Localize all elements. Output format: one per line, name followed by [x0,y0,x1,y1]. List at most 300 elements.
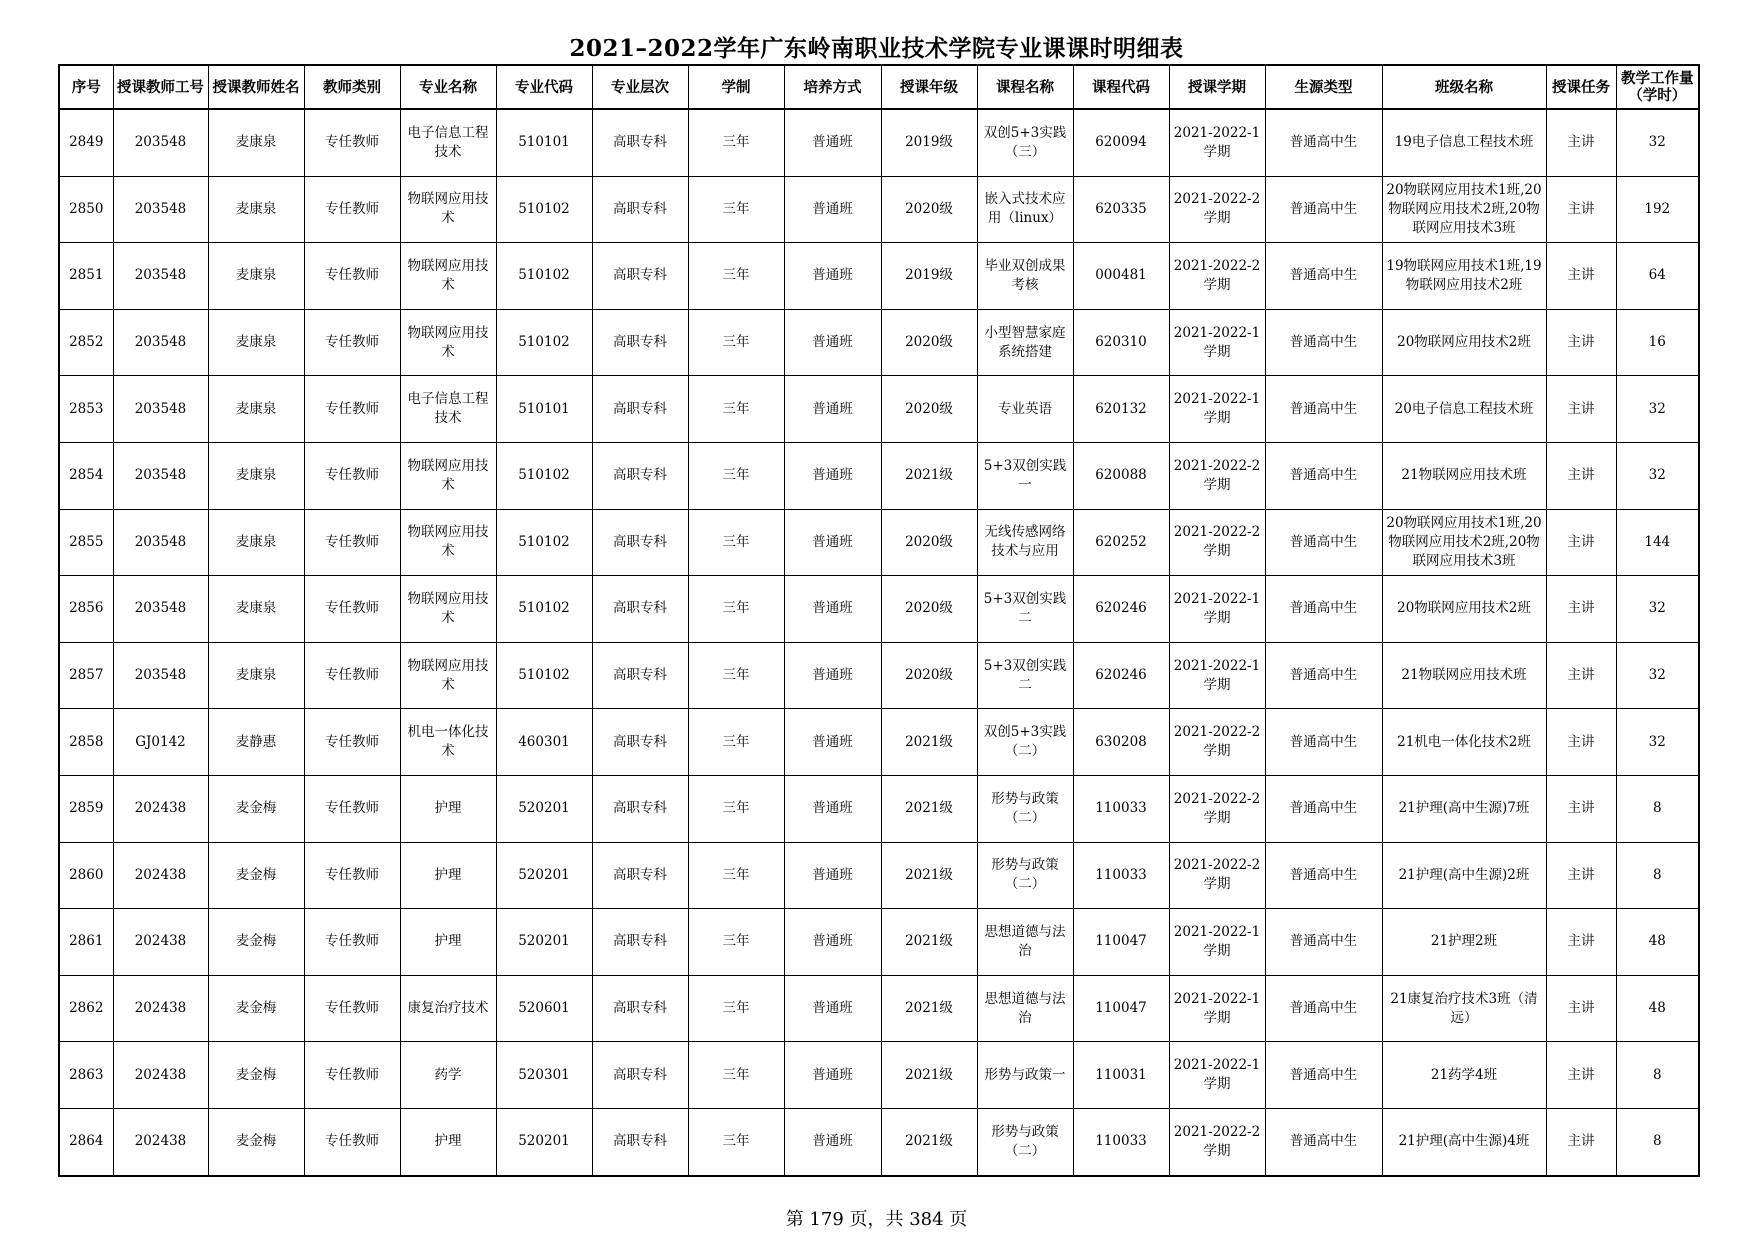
cell-text: 32 [1648,467,1666,484]
cell-text: 2021-2022-1学期 [1173,590,1261,626]
task-cell [1546,775,1616,842]
semester-cell [1169,709,1265,776]
cell-text: 510102 [518,267,570,284]
cell-text: 主讲 [1567,600,1595,617]
level-cell [592,376,688,443]
table-row [59,842,1699,909]
cell-text: 2850 [69,200,104,217]
col-header-workload: 教学工作量（学时） [1616,65,1699,109]
cell-text: 三年 [722,667,750,684]
cell-text: 2863 [69,1066,104,1083]
col-header-major-name: 专业名称 [400,65,496,109]
cell-text: 2021-2022-2学期 [1173,790,1261,826]
cell-text: 202438 [134,1066,187,1083]
cell-text: 三年 [722,334,750,351]
cell-text: 普通班 [812,866,853,883]
training-mode-cell [784,1108,881,1175]
class-name-cell [1382,842,1546,909]
cell-text: 麦康泉 [235,267,277,284]
major-code-cell [496,576,592,643]
semester-cell [1169,975,1265,1042]
training-mode-cell [784,309,881,376]
cell-text: 2021-2022-2学期 [1173,457,1261,493]
cell-text: 麦静惠 [235,733,277,750]
cell-text: 2021-2022-2学期 [1173,1123,1261,1159]
seq-cell [59,775,113,842]
cell-text: 专任教师 [325,800,379,817]
task-cell [1546,1108,1616,1175]
course-code-cell [1073,309,1169,376]
teacher-name-cell [208,309,304,376]
cell-text: 192 [1644,200,1671,217]
cell-text: 麦康泉 [235,467,277,484]
teacher-name-cell [208,1042,304,1109]
course-code-cell [1073,1042,1169,1109]
cell-text: 2853 [69,400,104,417]
cell-text: 5+3双创实践二 [983,657,1067,693]
major-code-cell [496,509,592,576]
cell-text: 110033 [1095,1133,1147,1150]
cell-text: 高职专科 [613,1000,667,1017]
task-cell [1546,709,1616,776]
major-name-cell [400,642,496,709]
major-name-cell [400,1108,496,1175]
course-code-cell [1073,1108,1169,1175]
cell-text: 三年 [722,533,750,550]
cell-text: 520201 [518,800,570,817]
cell-text: 无线传感网络技术与应用 [984,524,1066,560]
cell-text: 专任教师 [325,467,379,484]
seq-cell [59,109,113,176]
cell-text: 普通高中生 [1289,533,1358,550]
cell-text: 2021级 [905,933,953,950]
cell-text: 144 [1644,533,1671,550]
cell-text: 麦康泉 [235,200,277,217]
class-name-cell [1382,775,1546,842]
seq-cell [59,709,113,776]
semester-cell [1169,1108,1265,1175]
seq-cell [59,909,113,976]
seq-cell [59,1108,113,1175]
cell-text: 电子信息工程技术 [407,124,489,160]
cell-text: 21护理2班 [1430,933,1498,950]
cell-text: 麦康泉 [235,667,277,684]
class-name-cell [1382,376,1546,443]
teacher-name-cell [208,176,304,243]
teacher-id-cell [113,442,208,509]
cell-text: 小型智慧家庭系统搭建 [984,324,1066,360]
course-name-cell [977,576,1073,643]
table-row [59,309,1699,376]
course-name-cell [977,376,1073,443]
cell-text: 19物联网应用技术1班,19物联网应用技术2班 [1386,257,1542,293]
teacher-type-cell [304,243,400,310]
workload-cell [1616,442,1699,509]
grade-cell [881,442,977,509]
cell-text: 2859 [69,800,104,817]
major-name-cell [400,709,496,776]
semester-cell [1169,576,1265,643]
cell-text: 32 [1648,134,1666,151]
cell-text: 520301 [518,1066,570,1083]
cell-text: 203548 [134,400,187,417]
cell-text: 普通班 [812,267,853,284]
teacher-name-cell [208,975,304,1042]
task-cell [1546,442,1616,509]
student-source-cell [1265,376,1382,443]
cell-text: 三年 [722,467,750,484]
cell-text: 2019级 [905,267,953,284]
seq-cell [59,1042,113,1109]
course-hours-table [58,64,1700,1177]
major-name-cell [400,442,496,509]
cell-text: 110033 [1095,866,1147,883]
course-code-cell [1073,442,1169,509]
cell-text: 主讲 [1567,467,1595,484]
major-code-cell [496,842,592,909]
cell-text: 2021-2022-2学期 [1173,724,1261,760]
workload-cell [1616,1108,1699,1175]
grade-cell [881,376,977,443]
cell-text: 三年 [722,800,750,817]
task-cell [1546,176,1616,243]
teacher-type-cell [304,576,400,643]
course-name-cell [977,442,1073,509]
cell-text: 202438 [134,1000,187,1017]
cell-text: 21机电一体化技术2班 [1397,733,1531,750]
teacher-type-cell [304,642,400,709]
cell-text: 2858 [69,733,104,750]
class-name-cell [1382,642,1546,709]
teacher-name-cell [208,909,304,976]
semester-cell [1169,309,1265,376]
training-mode-cell [784,909,881,976]
cell-text: 32 [1648,600,1666,617]
task-cell [1546,909,1616,976]
cell-text: 2021级 [905,1066,953,1083]
cell-text: 2851 [69,267,104,284]
cell-text: 2020级 [905,533,953,550]
cell-text: 620132 [1095,400,1147,417]
col-header-major-code: 专业代码 [496,65,592,109]
workload-cell [1616,842,1699,909]
teacher-name-cell [208,1108,304,1175]
cell-text: 8 [1652,1066,1662,1083]
major-code-cell [496,709,592,776]
cell-text: 普通高中生 [1289,200,1358,217]
workload-cell [1616,975,1699,1042]
table-row [59,709,1699,776]
cell-text: 8 [1652,1133,1662,1150]
cell-text: 高职专科 [613,933,667,950]
cell-text: 2862 [69,1000,104,1017]
level-cell [592,975,688,1042]
cell-text: 2021-2022-2学期 [1173,857,1261,893]
training-mode-cell [784,509,881,576]
grade-cell [881,709,977,776]
col-header-course-name: 课程名称 [977,65,1073,109]
cell-text: 主讲 [1567,933,1595,950]
major-name-cell [400,176,496,243]
table-row [59,176,1699,243]
course-name-cell [977,309,1073,376]
cell-text: 510102 [518,600,570,617]
cell-text: 物联网应用技术 [407,324,489,360]
cell-text: 19电子信息工程技术班 [1394,134,1534,151]
student-source-cell [1265,243,1382,310]
cell-text: 主讲 [1567,733,1595,750]
grade-cell [881,176,977,243]
grade-cell [881,1042,977,1109]
cell-text: 2020级 [905,334,953,351]
cell-text: 麦金梅 [235,1066,277,1083]
cell-text: 护理 [434,866,462,883]
teacher-type-cell [304,709,400,776]
cell-text: 普通班 [812,1066,853,1083]
course-name-cell [977,975,1073,1042]
cell-text: 高职专科 [613,1133,667,1150]
cell-text: 专任教师 [325,400,379,417]
cell-text: 主讲 [1567,1133,1595,1150]
grade-cell [881,842,977,909]
major-name-cell [400,842,496,909]
course-name-cell [977,509,1073,576]
duration-cell [688,909,784,976]
cell-text: 普通高中生 [1289,400,1358,417]
cell-text: 21护理(高中生源)4班 [1398,1133,1530,1150]
cell-text: 630208 [1095,733,1147,750]
cell-text: 主讲 [1567,400,1595,417]
level-cell [592,709,688,776]
seq-cell [59,376,113,443]
table-row [59,642,1699,709]
teacher-name-cell [208,376,304,443]
student-source-cell [1265,509,1382,576]
cell-text: 麦金梅 [235,933,277,950]
workload-cell [1616,176,1699,243]
task-cell [1546,975,1616,1042]
cell-text: 110047 [1095,1000,1147,1017]
cell-text: 510101 [518,400,570,417]
training-mode-cell [784,376,881,443]
cell-text: 16 [1648,334,1666,351]
course-code-cell [1073,176,1169,243]
class-name-cell [1382,243,1546,310]
duration-cell [688,509,784,576]
cell-text: 620310 [1095,334,1147,351]
seq-cell [59,243,113,310]
course-code-cell [1073,576,1169,643]
table-row [59,975,1699,1042]
semester-cell [1169,509,1265,576]
cell-text: 203548 [134,600,187,617]
duration-cell [688,1042,784,1109]
task-cell [1546,1042,1616,1109]
cell-text: 202438 [134,1133,187,1150]
cell-text: 普通班 [812,733,853,750]
training-mode-cell [784,975,881,1042]
col-header-training-mode: 培养方式 [784,65,881,109]
cell-text: 三年 [722,267,750,284]
cell-text: 电子信息工程技术 [407,391,489,427]
cell-text: 专任教师 [325,667,379,684]
cell-text: 专任教师 [325,134,379,151]
major-code-cell [496,1108,592,1175]
cell-text: 20物联网应用技术1班,20物联网应用技术2班,20物联网应用技术3班 [1386,514,1542,569]
cell-text: 药学 [434,1066,462,1083]
cell-text: 510102 [518,334,570,351]
cell-text: 2855 [69,533,104,550]
teacher-id-cell [113,376,208,443]
course-name-cell [977,642,1073,709]
duration-cell [688,642,784,709]
cell-text: 三年 [722,1133,750,1150]
cell-text: 2021-2022-2学期 [1173,191,1261,227]
cell-text: 620088 [1095,467,1147,484]
course-name-cell [977,842,1073,909]
cell-text: 思想道德与法治 [984,990,1066,1026]
cell-text: 21物联网应用技术班 [1401,667,1527,684]
student-source-cell [1265,842,1382,909]
teacher-id-cell [113,709,208,776]
seq-cell [59,176,113,243]
cell-text: 主讲 [1567,334,1595,351]
cell-text: 普通高中生 [1289,1000,1358,1017]
student-source-cell [1265,909,1382,976]
col-header-class-name: 班级名称 [1382,65,1546,109]
major-code-cell [496,309,592,376]
teacher-name-cell [208,243,304,310]
task-cell [1546,309,1616,376]
duration-cell [688,709,784,776]
cell-text: 510102 [518,200,570,217]
cell-text: 高职专科 [613,1066,667,1083]
cell-text: 2021级 [905,1000,953,1017]
cell-text: 普通高中生 [1289,1066,1358,1083]
major-name-cell [400,243,496,310]
cell-text: 高职专科 [613,533,667,550]
col-header-teacher-name: 授课教师姓名 [208,65,304,109]
major-code-cell [496,775,592,842]
cell-text: 麦金梅 [235,800,277,817]
cell-text: 专任教师 [325,733,379,750]
cell-text: 2021-2022-2学期 [1173,257,1261,293]
cell-text: 普通班 [812,1000,853,1017]
cell-text: 高职专科 [613,800,667,817]
cell-text: 高职专科 [613,600,667,617]
cell-text: 普通班 [812,600,853,617]
teacher-name-cell [208,842,304,909]
cell-text: 普通班 [812,1133,853,1150]
cell-text: 520201 [518,1133,570,1150]
course-name-cell [977,1108,1073,1175]
course-name-cell [977,1042,1073,1109]
cell-text: 护理 [434,933,462,950]
teacher-name-cell [208,642,304,709]
cell-text: 203548 [134,267,187,284]
major-name-cell [400,309,496,376]
page-title: 2021–2022学年广东岭南职业技术学院专业课课时明细表 [569,35,1184,62]
cell-text: 主讲 [1567,533,1595,550]
teacher-name-cell [208,576,304,643]
cell-text: 20电子信息工程技术班 [1394,400,1534,417]
semester-cell [1169,1042,1265,1109]
training-mode-cell [784,576,881,643]
cell-text: 普通班 [812,533,853,550]
training-mode-cell [784,709,881,776]
cell-text: 2021级 [905,866,953,883]
cell-text: 专任教师 [325,1133,379,1150]
class-name-cell [1382,309,1546,376]
col-header-grade: 授课年级 [881,65,977,109]
cell-text: 普通高中生 [1289,866,1358,883]
cell-text: 物联网应用技术 [407,191,489,227]
col-header-seq: 序号 [59,65,113,109]
teacher-type-cell [304,509,400,576]
student-source-cell [1265,642,1382,709]
task-cell [1546,509,1616,576]
table-row [59,909,1699,976]
major-code-cell [496,176,592,243]
workload-cell [1616,709,1699,776]
cell-text: 620335 [1095,200,1147,217]
table-row [59,243,1699,310]
semester-cell [1169,775,1265,842]
course-name-cell [977,709,1073,776]
cell-text: 普通高中生 [1289,1133,1358,1150]
cell-text: 000481 [1095,267,1147,284]
cell-text: 普通班 [812,134,853,151]
table-row [59,1042,1699,1109]
workload-cell [1616,309,1699,376]
major-name-cell [400,909,496,976]
cell-text: 高职专科 [613,134,667,151]
teacher-id-cell [113,975,208,1042]
cell-text: 三年 [722,733,750,750]
class-name-cell [1382,509,1546,576]
cell-text: 202438 [134,933,187,950]
teacher-id-cell [113,509,208,576]
cell-text: 110033 [1095,800,1147,817]
course-name-cell [977,109,1073,176]
grade-cell [881,642,977,709]
teacher-type-cell [304,975,400,1042]
class-name-cell [1382,909,1546,976]
table-row [59,376,1699,443]
cell-text: 普通高中生 [1289,667,1358,684]
cell-text: 5+3双创实践二 [983,590,1067,626]
grade-cell [881,775,977,842]
cell-text: 三年 [722,1066,750,1083]
major-name-cell [400,576,496,643]
major-name-cell [400,975,496,1042]
col-header-student-source: 生源类型 [1265,65,1382,109]
cell-text: 形势与政策（二） [991,790,1059,826]
cell-text: 三年 [722,400,750,417]
workload-cell [1616,1042,1699,1109]
cell-text: 护理 [434,800,462,817]
training-mode-cell [784,642,881,709]
cell-text: 2021-2022-2学期 [1173,524,1261,560]
cell-text: 普通高中生 [1289,933,1358,950]
cell-text: 普通班 [812,334,853,351]
training-mode-cell [784,842,881,909]
cell-text: 2861 [69,933,104,950]
class-name-cell [1382,975,1546,1042]
cell-text: 三年 [722,933,750,950]
cell-text: 2020级 [905,600,953,617]
cell-text: 物联网应用技术 [407,257,489,293]
